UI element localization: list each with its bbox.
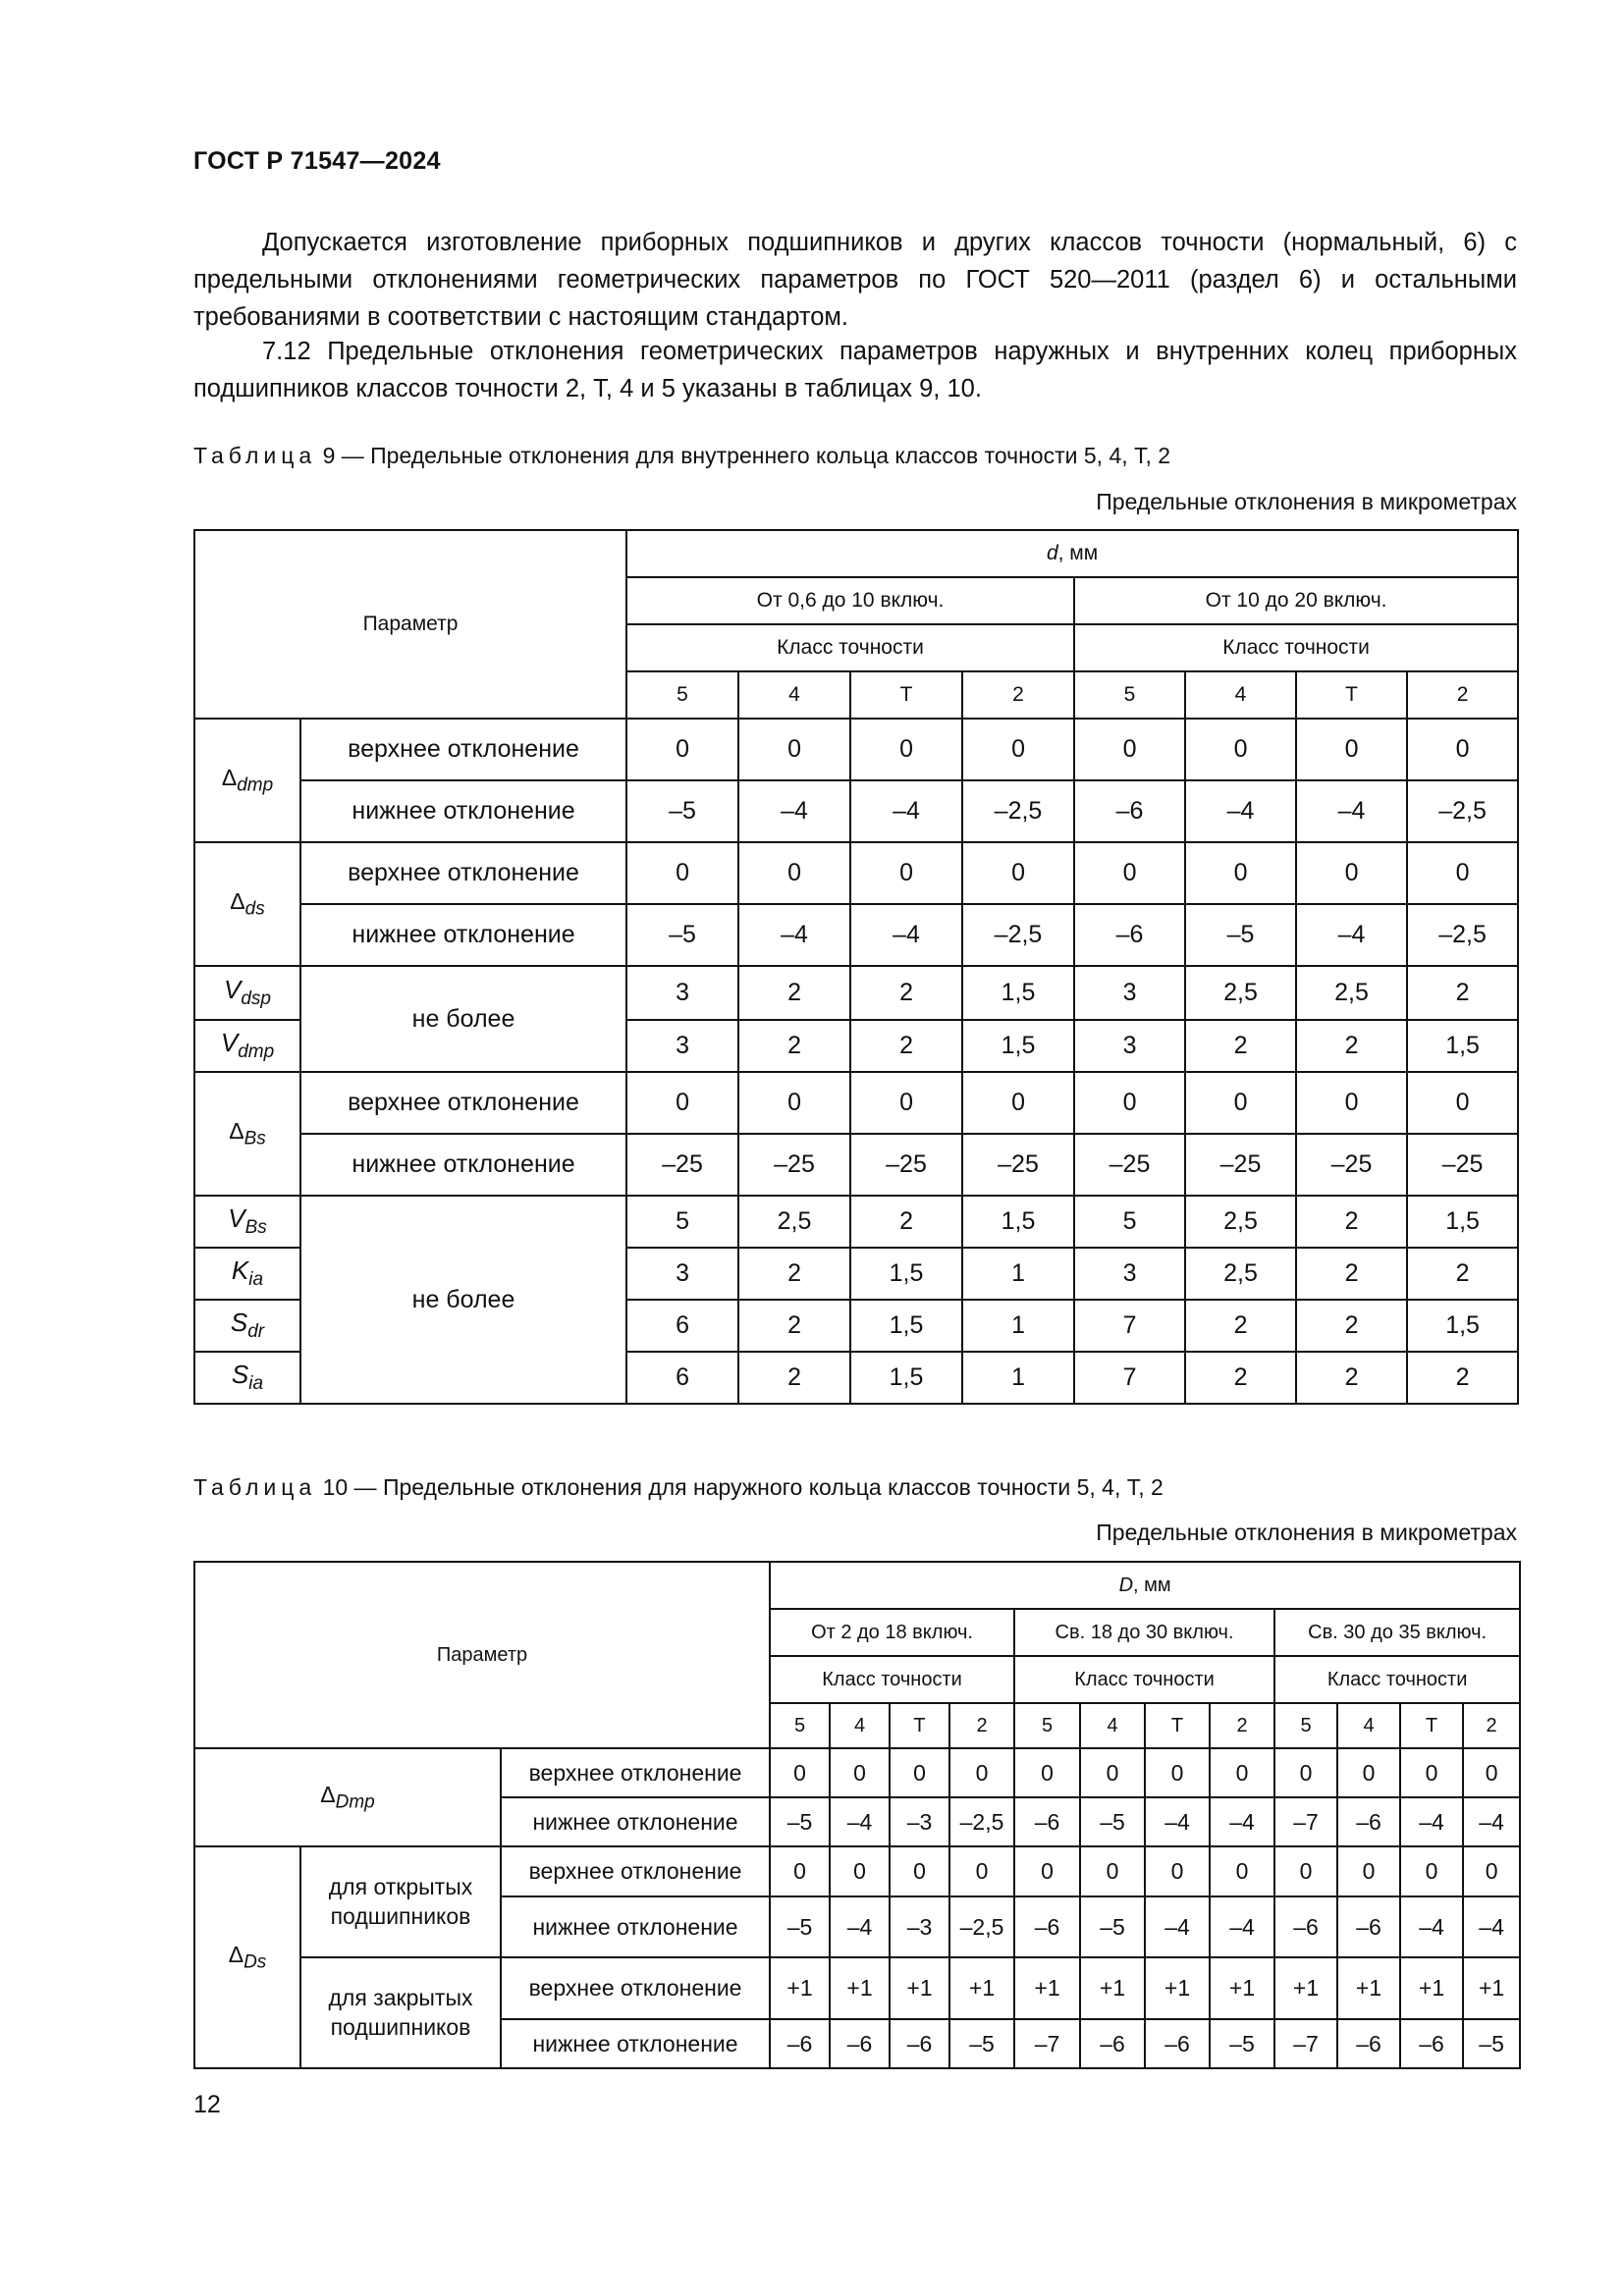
table9-symbol-sia (194, 1352, 300, 1404)
table10-value-cell: –4 (1400, 1797, 1463, 1846)
table9-value-cell: 2 (850, 1196, 962, 1248)
table9-value-cell: –5 (1185, 904, 1296, 966)
table9-value-cell: 1,5 (1407, 1020, 1518, 1072)
table10-value-cell: +1 (1014, 1957, 1080, 2019)
table10-value-cell: –4 (1400, 1896, 1463, 1957)
table10-class-label-2: Класс точности (1014, 1656, 1274, 1703)
table9-value-cell: 7 (1074, 1300, 1185, 1352)
table9-value-cell: 0 (738, 842, 850, 904)
table9-value-cell: 0 (1296, 842, 1407, 904)
table10-value-cell: –5 (770, 1797, 830, 1846)
table9-value-cell: –2,5 (1407, 780, 1518, 842)
table10-value-cell: +1 (1463, 1957, 1520, 2019)
table10-label-upper: верхнее отклонение (501, 1748, 770, 1797)
table9-range-2: От 10 до 20 включ. (1074, 577, 1518, 624)
class-cell: Т (1400, 1703, 1463, 1748)
table9-value-cell: 2,5 (1185, 1196, 1296, 1248)
table9-row-dmp-lower (194, 780, 1518, 842)
table10-value-cell: +1 (890, 1957, 949, 2019)
table9-row-ds-lower (194, 904, 1518, 966)
table10-dim-unit: , мм (1133, 1574, 1171, 1596)
table10 (193, 1561, 1521, 2069)
table9-value-cell: 2 (1407, 1248, 1518, 1300)
table10-symbol-delta-dmp (194, 1748, 501, 1846)
table10-value-cell: –5 (770, 1896, 830, 1957)
table9-range-1: От 0,6 до 10 включ. (626, 577, 1074, 624)
table9-class-label-2: Класс точности (1074, 624, 1518, 671)
table9-symbol-kia (194, 1248, 300, 1300)
class-cell: 5 (1074, 671, 1185, 719)
paragraph-2: 7.12 Предельные отклонения геометрических параметров наружных и внутренних колец приборных подшипников классов точности 2, Т, 4 и 5 указаны в таблицах 9, 10. (193, 338, 1517, 402)
table9-value-cell: –25 (626, 1134, 738, 1196)
table10-units: Предельные отклонения в микрометрах (1096, 1520, 1517, 1545)
table9-value-cell: 2 (738, 1352, 850, 1404)
table10-label-closed: для закрытых подшипников (300, 1957, 501, 2068)
table10-value-cell: –6 (1080, 2019, 1145, 2068)
table9-value-cell: 1,5 (850, 1300, 962, 1352)
table9-row-bs-upper (194, 1072, 1518, 1134)
symbol-subscript: dmp (237, 774, 274, 796)
table10-range-1: От 2 до 18 включ. (770, 1609, 1014, 1656)
table10-value-cell: 0 (830, 1748, 890, 1797)
table10-value-cell: –4 (1463, 1797, 1520, 1846)
table10-value-cell: +1 (830, 1957, 890, 2019)
table9-header-row-1 (194, 530, 1518, 577)
table9-label-lower: нижнее отклонение (300, 780, 626, 842)
table9-value-cell: 2 (1185, 1300, 1296, 1352)
table10-value-cell: +1 (770, 1957, 830, 2019)
table9-value-cell: 1,5 (1407, 1196, 1518, 1248)
table9-caption-word: Таблица (193, 443, 317, 468)
table9-value-cell: 0 (738, 719, 850, 780)
table10-value-cell: –4 (1210, 1797, 1274, 1846)
table10-value-cell: –6 (1337, 1896, 1400, 1957)
table9-row-ds-upper (194, 842, 1518, 904)
table9-value-cell: 0 (850, 719, 962, 780)
table10-value-cell: 0 (1210, 1748, 1274, 1797)
table10-value-cell: –4 (1145, 1896, 1210, 1957)
table9-value-cell: –4 (738, 904, 850, 966)
table10-value-cell: 0 (1080, 1748, 1145, 1797)
table10-row-dmp-upper (194, 1748, 1520, 1797)
table9-value-cell: –6 (1074, 904, 1185, 966)
class-cell: 4 (1185, 671, 1296, 719)
table9-dim-symbol: d (1046, 542, 1058, 564)
table10-value-cell: +1 (1337, 1957, 1400, 2019)
delta-symbol: Δ (221, 764, 238, 790)
table10-class-label-1: Класс точности (770, 1656, 1014, 1703)
table9-value-cell: 2 (1185, 1020, 1296, 1072)
page-number: 12 (193, 2091, 221, 2118)
table10-value-cell: +1 (1400, 1957, 1463, 2019)
class-cell: 4 (830, 1703, 890, 1748)
table9-value-cell: 2 (1296, 1196, 1407, 1248)
table9-label-upper: верхнее отклонение (300, 1072, 626, 1134)
table10-value-cell: 0 (890, 1846, 949, 1896)
table9-value-cell: –4 (738, 780, 850, 842)
table9-row-dmp-upper (194, 719, 1518, 780)
table9-value-cell: –5 (626, 904, 738, 966)
table9-value-cell: 0 (626, 1072, 738, 1134)
table9-value-cell: 0 (962, 1072, 1074, 1134)
table9-value-cell: 1,5 (962, 1196, 1074, 1248)
table9-value-cell: –4 (1296, 780, 1407, 842)
symbol-base: V (224, 975, 242, 1005)
symbol-subscript: ia (248, 1269, 264, 1291)
class-cell: 4 (1337, 1703, 1400, 1748)
table9-value-cell: 1 (962, 1352, 1074, 1404)
table10-dim-symbol: D (1118, 1574, 1134, 1596)
symbol-base: V (228, 1203, 245, 1234)
table9 (193, 529, 1519, 1405)
table10-label-lower: нижнее отклонение (501, 2019, 770, 2068)
table10-value-cell: 0 (770, 1846, 830, 1896)
table9-value-cell: 2 (850, 1020, 962, 1072)
table9-value-cell: 0 (1296, 1072, 1407, 1134)
table10-value-cell: –6 (1337, 2019, 1400, 2068)
table9-symbol-sdr (194, 1300, 300, 1352)
table9-label-max-1: не более (300, 966, 626, 1072)
table9-value-cell: 0 (850, 842, 962, 904)
table9-value-cell: 0 (962, 719, 1074, 780)
table10-value-cell: 0 (830, 1846, 890, 1896)
symbol-base: K (231, 1255, 249, 1286)
table9-dim-unit: , мм (1057, 542, 1099, 564)
table9-value-cell: 0 (1296, 719, 1407, 780)
table10-label-upper: верхнее отклонение (501, 1957, 770, 2019)
table10-value-cell: +1 (1210, 1957, 1274, 2019)
table10-value-cell: +1 (1080, 1957, 1145, 2019)
table10-value-cell: 0 (1210, 1846, 1274, 1896)
table10-value-cell: –5 (1463, 2019, 1520, 2068)
table10-value-cell: –5 (1210, 2019, 1274, 2068)
table10-value-cell: +1 (1274, 1957, 1337, 2019)
table10-value-cell: –6 (1014, 1797, 1080, 1846)
table9-value-cell: 2 (738, 966, 850, 1020)
table10-value-cell: 0 (1337, 1748, 1400, 1797)
table9-label-upper: верхнее отклонение (300, 719, 626, 780)
table9-value-cell: 2 (738, 1020, 850, 1072)
class-cell: 2 (1463, 1703, 1520, 1748)
table9-symbol-delta-dmp (194, 719, 300, 842)
table9-value-cell: 1,5 (962, 966, 1074, 1020)
table10-value-cell: 0 (1145, 1748, 1210, 1797)
table10-value-cell: –2,5 (949, 1896, 1014, 1957)
class-cell: 5 (626, 671, 738, 719)
table10-value-cell: –7 (1274, 1797, 1337, 1846)
table9-units: Предельные отклонения в микрометрах (1096, 489, 1517, 514)
table9-param-header: Параметр (194, 530, 626, 719)
table10-value-cell: –5 (1080, 1797, 1145, 1846)
class-cell: 4 (1080, 1703, 1145, 1748)
table9-value-cell: –25 (1074, 1134, 1185, 1196)
table9-value-cell: 1 (962, 1300, 1074, 1352)
table10-value-cell: 0 (1080, 1846, 1145, 1896)
table10-label-lower: нижнее отклонение (501, 1896, 770, 1957)
table9-value-cell: –4 (850, 904, 962, 966)
table9-value-cell: 6 (626, 1352, 738, 1404)
delta-symbol: Δ (229, 1117, 244, 1144)
table9-value-cell: 3 (1074, 966, 1185, 1020)
table10-value-cell: –6 (770, 2019, 830, 2068)
table10-value-cell: +1 (1145, 1957, 1210, 2019)
class-cell: 4 (738, 671, 850, 719)
table9-value-cell: 1,5 (962, 1020, 1074, 1072)
table10-row-open-upper (194, 1846, 1520, 1896)
table9-symbol-vdmp (194, 1020, 300, 1072)
class-cell: 5 (1274, 1703, 1337, 1748)
table10-value-cell: 0 (1274, 1846, 1337, 1896)
table9-value-cell: 1,5 (1407, 1300, 1518, 1352)
symbol-subscript: ia (248, 1373, 264, 1395)
table9-value-cell: 2 (1296, 1020, 1407, 1072)
table10-value-cell: 0 (1274, 1748, 1337, 1797)
table10-value-cell: –3 (890, 1797, 949, 1846)
table9-value-cell: 0 (1074, 1072, 1185, 1134)
table9-value-cell: –4 (1296, 904, 1407, 966)
table9-value-cell: –25 (1296, 1134, 1407, 1196)
symbol-subscript: Bs (244, 1128, 266, 1149)
table10-value-cell: 0 (1014, 1846, 1080, 1896)
table9-value-cell: 2 (1296, 1248, 1407, 1300)
class-cell: 5 (770, 1703, 830, 1748)
table9-value-cell: –25 (1185, 1134, 1296, 1196)
document-header: ГОСТ Р 71547—2024 (193, 147, 441, 175)
table9-value-cell: 3 (626, 1020, 738, 1072)
table10-value-cell: –6 (1145, 2019, 1210, 2068)
table9-value-cell: 2 (1407, 966, 1518, 1020)
table9-value-cell: 0 (1185, 719, 1296, 780)
symbol-subscript: dsp (241, 988, 271, 1010)
table9-value-cell: 2 (1407, 1352, 1518, 1404)
table9-value-cell: 0 (962, 842, 1074, 904)
table10-label-open: для открытых подшипников (300, 1846, 501, 1957)
table9-value-cell: 0 (1074, 842, 1185, 904)
table10-value-cell: –4 (830, 1896, 890, 1957)
table10-value-cell: 0 (1337, 1846, 1400, 1896)
table9-value-cell: 1 (962, 1248, 1074, 1300)
table10-value-cell: –4 (830, 1797, 890, 1846)
table9-value-cell: –2,5 (1407, 904, 1518, 966)
table9-value-cell: 1,5 (850, 1352, 962, 1404)
table10-value-cell: –6 (1274, 1896, 1337, 1957)
table9-value-cell: 2 (1296, 1352, 1407, 1404)
table9-row-vdsp (194, 966, 1518, 1020)
class-cell: Т (1145, 1703, 1210, 1748)
table10-value-cell: –4 (1145, 1797, 1210, 1846)
table10-value-cell: 0 (1400, 1748, 1463, 1797)
table9-value-cell: 0 (1185, 842, 1296, 904)
table9-value-cell: 3 (626, 1248, 738, 1300)
table10-value-cell: +1 (949, 1957, 1014, 2019)
table9-value-cell: 2 (738, 1248, 850, 1300)
table10-range-3: Св. 30 до 35 включ. (1274, 1609, 1520, 1656)
table10-caption (193, 1474, 1164, 1501)
table9-label-max-2: не более (300, 1196, 626, 1404)
table9-value-cell: –2,5 (962, 780, 1074, 842)
symbol-subscript: ds (244, 898, 265, 920)
table9-symbol-vbs (194, 1196, 300, 1248)
table9-label-lower: нижнее отклонение (300, 1134, 626, 1196)
table9-row-bs-lower (194, 1134, 1518, 1196)
table10-range-2: Св. 18 до 30 включ. (1014, 1609, 1274, 1656)
table10-value-cell: 0 (770, 1748, 830, 1797)
class-cell: 2 (1407, 671, 1518, 719)
table10-label-upper: верхнее отклонение (501, 1846, 770, 1896)
table10-value-cell: 0 (1463, 1846, 1520, 1896)
table9-caption (193, 443, 1170, 469)
table9-value-cell: 2,5 (1185, 1248, 1296, 1300)
table10-symbol-delta-ds (194, 1846, 300, 2068)
class-cell: Т (890, 1703, 949, 1748)
table9-value-cell: 6 (626, 1300, 738, 1352)
table9-value-cell: 1,5 (850, 1248, 962, 1300)
table9-value-cell: 3 (1074, 1020, 1185, 1072)
table9-value-cell: –5 (626, 780, 738, 842)
table9-class-label-1: Класс точности (626, 624, 1074, 671)
class-cell: Т (850, 671, 962, 719)
table10-value-cell: 0 (949, 1846, 1014, 1896)
table10-value-cell: –4 (1210, 1896, 1274, 1957)
table9-value-cell: 2 (1185, 1352, 1296, 1404)
table10-value-cell: –2,5 (949, 1797, 1014, 1846)
table9-dim-header (626, 530, 1518, 577)
symbol-base: S (230, 1308, 248, 1338)
table9-value-cell: 0 (1185, 1072, 1296, 1134)
table10-param-header: Параметр (194, 1562, 770, 1748)
class-cell: 5 (1014, 1703, 1080, 1748)
table10-value-cell: –3 (890, 1896, 949, 1957)
table10-value-cell: –6 (1014, 1896, 1080, 1957)
table9-value-cell: 0 (1407, 842, 1518, 904)
table10-row-closed-upper (194, 1957, 1520, 2019)
table9-value-cell: 2 (850, 966, 962, 1020)
table10-caption-text: 10 — Предельные отклонения для наружного кольца классов точности 5, 4, Т, 2 (322, 1474, 1164, 1500)
table9-value-cell: –4 (850, 780, 962, 842)
table10-value-cell: –4 (1463, 1896, 1520, 1957)
table9-value-cell: 7 (1074, 1352, 1185, 1404)
table9-value-cell: 2 (1296, 1300, 1407, 1352)
table9-value-cell: 0 (626, 719, 738, 780)
symbol-subscript: Bs (244, 1217, 267, 1239)
table10-dim-header (770, 1562, 1520, 1609)
table9-symbol-vdsp (194, 966, 300, 1020)
table10-value-cell: 0 (1145, 1846, 1210, 1896)
table9-caption-text: 9 — Предельные отклонения для внутреннего кольца классов точности 5, 4, Т, 2 (322, 443, 1171, 468)
table9-label-lower: нижнее отклонение (300, 904, 626, 966)
table9-value-cell: –25 (1407, 1134, 1518, 1196)
table10-value-cell: 0 (1463, 1748, 1520, 1797)
table10-value-cell: 0 (1400, 1846, 1463, 1896)
table9-value-cell: –25 (738, 1134, 850, 1196)
table10-value-cell: 0 (949, 1748, 1014, 1797)
table9-symbol-delta-bs (194, 1072, 300, 1196)
table10-value-cell: –6 (1337, 1797, 1400, 1846)
class-cell: 2 (962, 671, 1074, 719)
table9-value-cell: 0 (1407, 719, 1518, 780)
class-cell: 2 (1210, 1703, 1274, 1748)
table10-value-cell: –7 (1274, 2019, 1337, 2068)
table10-value-cell: 0 (1014, 1748, 1080, 1797)
table9-value-cell: –2,5 (962, 904, 1074, 966)
table9-value-cell: 3 (626, 966, 738, 1020)
table9-value-cell: 2,5 (738, 1196, 850, 1248)
symbol-subscript: Ds (244, 1951, 267, 1973)
table9-value-cell: –25 (850, 1134, 962, 1196)
symbol-base: S (231, 1360, 249, 1390)
table9-value-cell: 0 (850, 1072, 962, 1134)
table10-value-cell: –6 (890, 2019, 949, 2068)
table9-label-upper: верхнее отклонение (300, 842, 626, 904)
symbol-subscript: dmp (238, 1041, 275, 1063)
table9-value-cell: 0 (1074, 719, 1185, 780)
table9-value-cell: 0 (738, 1072, 850, 1134)
table10-value-cell: 0 (890, 1748, 949, 1797)
table10-value-cell: –5 (949, 2019, 1014, 2068)
delta-symbol: Δ (320, 1781, 336, 1807)
table9-value-cell: 0 (626, 842, 738, 904)
table9-value-cell: –25 (962, 1134, 1074, 1196)
table9-symbol-delta-ds (194, 842, 300, 966)
table10-value-cell: –6 (830, 2019, 890, 2068)
symbol-base: V (220, 1028, 239, 1058)
table10-value-cell: –5 (1080, 1896, 1145, 1957)
table9-value-cell: –4 (1185, 780, 1296, 842)
table9-value-cell: 2,5 (1185, 966, 1296, 1020)
table9-value-cell: 5 (1074, 1196, 1185, 1248)
table10-value-cell: –6 (1400, 2019, 1463, 2068)
symbol-subscript: dr (247, 1321, 265, 1343)
table10-header-row-1 (194, 1562, 1520, 1609)
table9-value-cell: –6 (1074, 780, 1185, 842)
table10-label-lower: нижнее отклонение (501, 1797, 770, 1846)
table9-value-cell: 3 (1074, 1248, 1185, 1300)
class-cell: Т (1296, 671, 1407, 719)
table9-row-vbs (194, 1196, 1518, 1248)
class-cell: 2 (949, 1703, 1014, 1748)
table9-value-cell: 2 (738, 1300, 850, 1352)
table10-class-label-3: Класс точности (1274, 1656, 1520, 1703)
delta-symbol: Δ (230, 887, 245, 914)
table9-value-cell: 0 (1407, 1072, 1518, 1134)
paragraph-1: Допускается изготовление приборных подшипников и других классов точности (нормальный, 6) с предельными отклонениями геометрических параметров по ГОСТ 520—2011 (раздел 6) и остальными требованиями в соответствии с настоящим стандартом. (193, 229, 1517, 331)
table10-caption-word: Таблица (193, 1474, 317, 1500)
table9-value-cell: 2,5 (1296, 966, 1407, 1020)
table9-value-cell: 5 (626, 1196, 738, 1248)
delta-symbol: Δ (228, 1941, 244, 1967)
symbol-subscript: Dmp (335, 1791, 375, 1813)
table10-value-cell: –7 (1014, 2019, 1080, 2068)
